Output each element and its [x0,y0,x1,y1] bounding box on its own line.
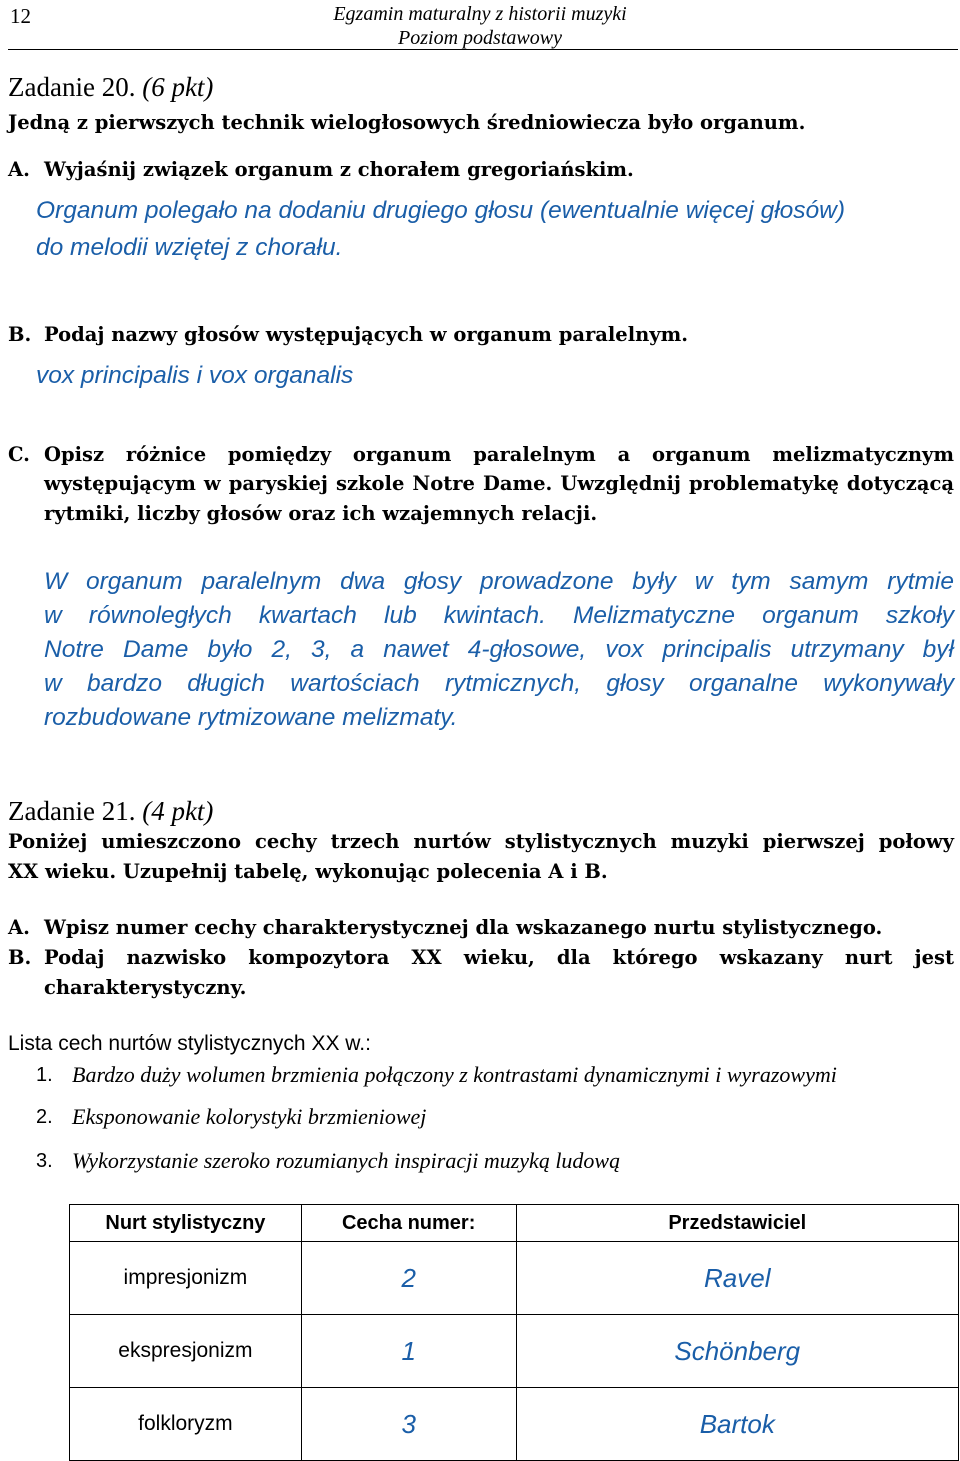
table-row [70,1242,959,1315]
trend-cell: folkloryzm [70,1388,302,1461]
column-header: Nurt stylistyczny [70,1205,302,1242]
feature-cell: 3 [301,1388,516,1461]
feature-cell: 2 [301,1242,516,1315]
task20-title [8,72,213,103]
feature-cell: 1 [301,1315,516,1388]
task20-a-question: Wyjaśnij związek organum z chorałem gregoriańskim. [44,158,634,181]
task20-points: (6 pkt) [142,72,214,102]
task20-title-label: Zadanie 20. [8,72,136,102]
composer-cell: Bartok [516,1388,958,1461]
task21-a-letter: A. [8,916,30,939]
task20-c-answer-line4: w bardzo długich wartościach rytmicznych, głosy organalne wykonywały [44,670,954,697]
styles-table [69,1204,959,1461]
trend-cell: ekspresjonizm [70,1315,302,1388]
task20-b-letter: B. [8,323,32,346]
task20-c-answer-line3: Notre Dame było 2, 3, a nawet 4-głosowe, vox principalis utrzymany był [44,636,954,663]
feature-text: Wykorzystanie szeroko rozumianych inspiracji muzyką ludową [72,1148,621,1173]
column-header: Cecha numer: [301,1205,516,1242]
task20-b-answer: vox principalis i vox organalis [36,362,354,389]
table-row [70,1315,959,1388]
task21-b-question-line1: Podaj nazwisko kompozytora XX wieku, dla którego wskazany nurt jest [44,946,954,969]
composer-cell: Ravel [516,1242,958,1315]
header-divider [8,49,958,50]
task21-title-label: Zadanie 21. [8,796,136,826]
task20-a-answer-line1: Organum polegało na dodaniu drugiego głosu (ewentualnie więcej głosów) [36,197,846,224]
table-row [70,1388,959,1461]
feature-number: 3. [36,1150,53,1172]
task21-intro-line2: XX wieku. Uzupełnij tabelę, wykonując polecenia A i B. [8,860,608,883]
task20-c-answer-line1: W organum paralelnym dwa głosy prowadzone były w tym samym rytmie [44,568,954,595]
task21-b-question-line2: charakterystyczny. [44,976,247,999]
task20-c-question-line3: rytmiki, liczby głosów oraz ich wzajemnych relacji. [44,502,598,525]
header-title-line1: Egzamin maturalny z historii muzyki [333,3,627,25]
page-number: 12 [10,4,31,28]
task20-c-question-line2: występującym w paryskiej szkole Notre Dame. Uwzględnij problematykę dotyczącą [44,472,954,495]
task20-c-answer-line5: rozbudowane rytmizowane melizmaty. [44,704,458,731]
composer-cell: Schönberg [516,1315,958,1388]
feature-list-title: Lista cech nurtów stylistycznych XX w.: [8,1032,371,1055]
task20-b-question: Podaj nazwy głosów występujących w organum paralelnym. [44,323,689,346]
task21-b-letter: B. [8,946,32,969]
task20-a-letter: A. [8,158,30,181]
table-header-row [70,1205,959,1242]
feature-number: 1. [36,1064,53,1086]
task21-a-question: Wpisz numer cechy charakterystycznej dla wskazanego nurtu stylistycznego. [44,916,883,939]
document-header [0,2,960,50]
task21-points: (4 pkt) [142,796,214,826]
task21-intro-line1: Poniżej umieszczono cechy trzech nurtów stylistycznych muzyki pierwszej połowy [8,830,954,853]
trend-cell: impresjonizm [70,1242,302,1315]
task20-c-answer-line2: w równoległych kwartach lub kwintach. Melizmatyczne organum szkoły [44,602,954,629]
column-header: Przedstawiciel [516,1205,958,1242]
task20-intro: Jedną z pierwszych technik wielogłosowych średniowiecza było organum. [8,111,806,134]
task20-a-answer-line2: do melodii wziętej z chorału. [36,234,343,261]
task21-title [8,796,213,827]
task20-c-question-line1: Opisz różnice pomiędzy organum paralelnym a organum melizmatycznym [44,443,954,466]
feature-number: 2. [36,1106,53,1128]
header-title-line2: Poziom podstawowy [398,27,562,49]
feature-text: Eksponowanie kolorystyki brzmieniowej [72,1104,427,1129]
feature-text: Bardzo duży wolumen brzmienia połączony z kontrastami dynamicznymi i wyrazowymi [72,1062,837,1087]
task20-c-letter: C. [8,443,30,466]
